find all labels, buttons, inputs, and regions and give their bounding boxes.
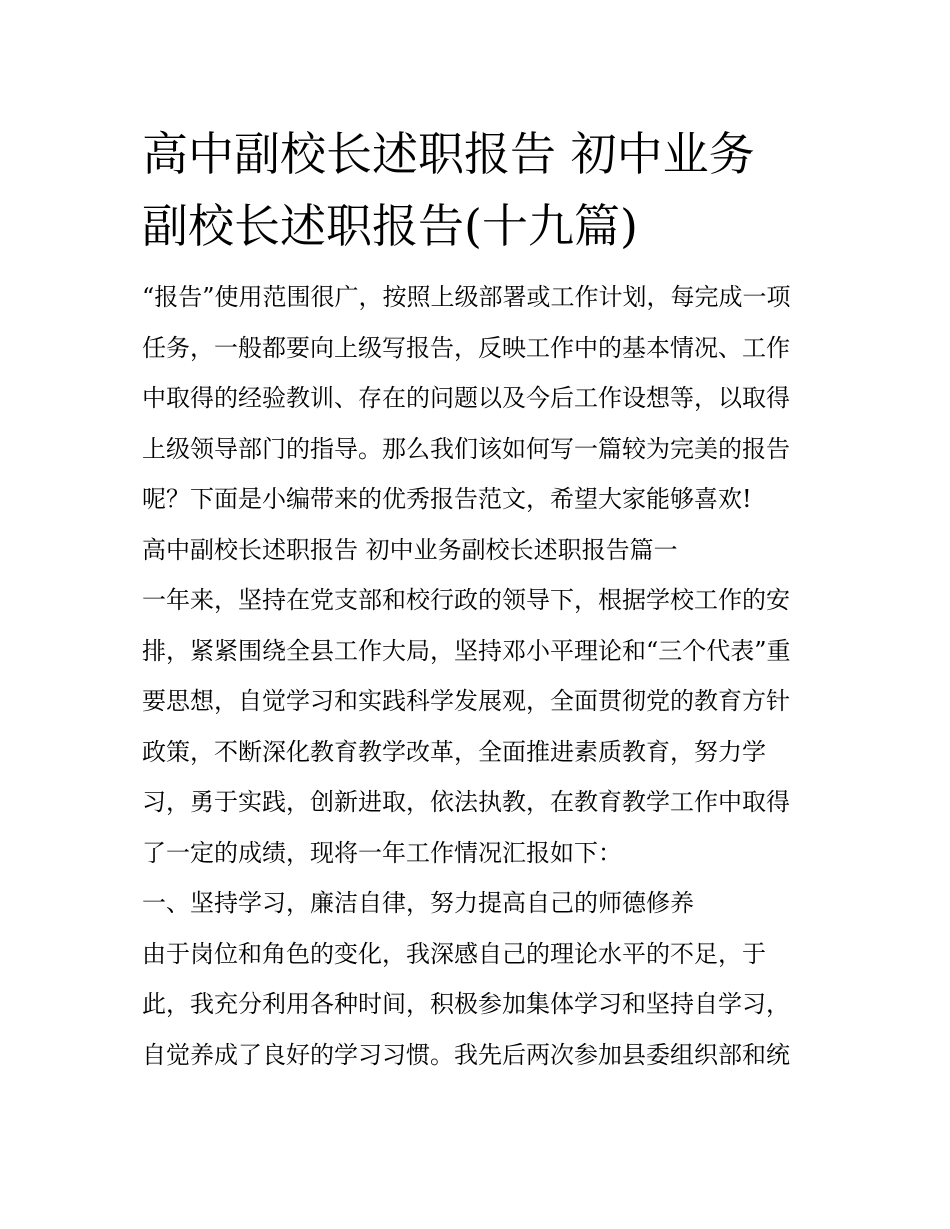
document-body <box>142 272 814 1080</box>
document-title <box>142 118 814 262</box>
body-line: 一年来，坚持在党支部和校行政的领导下，根据学校工作的安 <box>142 586 790 614</box>
body-line: “报告”使用范围很广，按照上级部署或工作计划，每完成一项 <box>142 283 791 311</box>
body-line: 中取得的经验教训、存在的问题以及今后工作设想等，以取得 <box>142 384 790 412</box>
body-line: 由于岗位和角色的变化，我深感自己的理论水平的不足，于 <box>142 939 766 968</box>
section-heading: 高中副校长述职报告 初中业务副校长述职报告篇一 <box>142 535 678 564</box>
title-line-2: 副校长述职报告(十九篇) <box>142 199 638 253</box>
document-content <box>142 118 814 1080</box>
title-line-1: 高中副校长述职报告 初中业务 <box>142 127 755 181</box>
subsection-heading: 一、坚持学习，廉洁自律，努力提高自己的师德修养 <box>142 889 694 917</box>
body-line: 了一定的成绩，现将一年工作情况汇报如下： <box>142 838 622 867</box>
body-line: 呢？下面是小编带来的优秀报告范文，希望大家能够喜欢! <box>142 485 752 513</box>
body-line: 习，勇于实践，创新进取，依法执教，在教育教学工作中取得 <box>142 788 790 816</box>
body-line: 自觉养成了良好的学习习惯。我先后两次参加县委组织部和统 <box>142 1040 790 1069</box>
body-line: 上级领导部门的指导。那么我们该如何写一篇较为完美的报告 <box>142 434 790 463</box>
body-line: 排，紧紧围绕全县工作大局，坚持邓小平理论和“三个代表”重 <box>142 636 791 665</box>
body-line: 要思想，自觉学习和实践科学发展观，全面贯彻党的教育方针 <box>142 687 790 715</box>
body-line: 政策，不断深化教育教学改革，全面推进素质教育，努力学 <box>142 737 766 766</box>
body-line: 任务，一般都要向上级写报告，反映工作中的基本情况、工作 <box>142 333 790 362</box>
body-line: 此，我充分利用各种时间，积极参加集体学习和坚持自学习， <box>142 990 790 1018</box>
